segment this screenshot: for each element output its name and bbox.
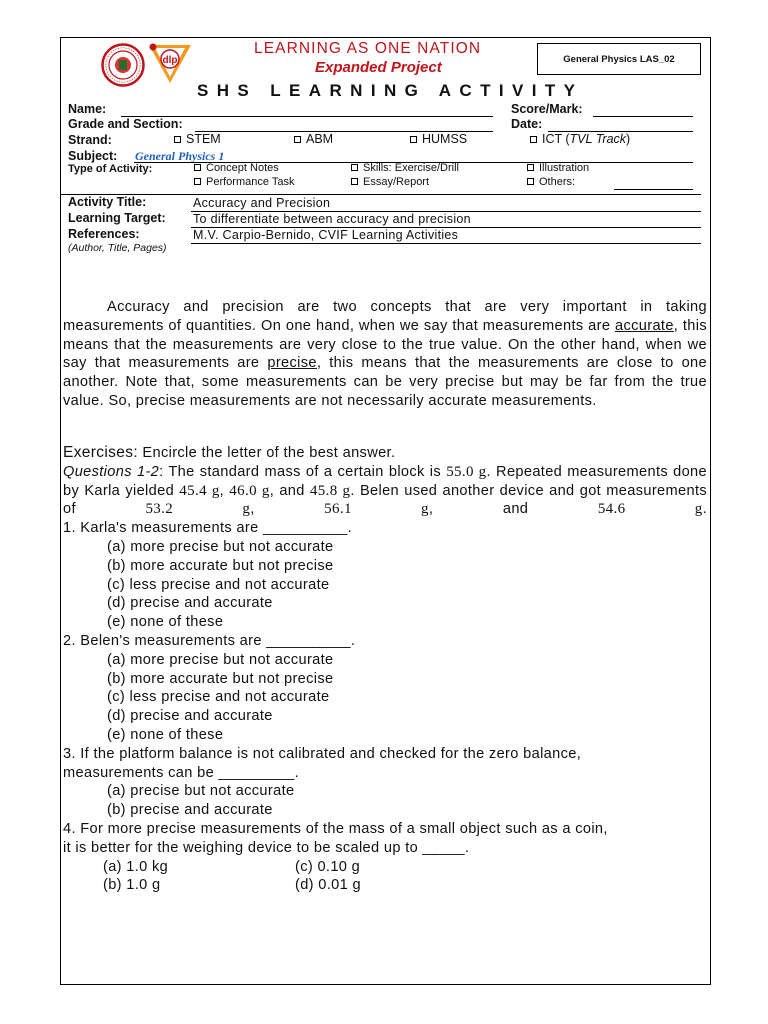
activity-code-box [537,43,701,75]
checkbox[interactable] [527,178,534,185]
strand-option-abm[interactable]: ABM [294,132,333,146]
type-option-essay[interactable]: Essay/Report [351,176,429,188]
subject-label: Subject: [68,149,118,163]
checkbox[interactable] [410,136,417,143]
q3-option-b[interactable]: (b) precise and accurate [107,802,273,819]
exercises-heading: Exercises: Encircle the letter of the best answer. [63,444,396,461]
activity-heading: SHS LEARNING ACTIVITY [197,81,584,100]
q4-option-b[interactable]: (b) 1.0 g [103,877,161,894]
checkbox[interactable] [527,164,534,171]
q2-option-a[interactable]: (a) more precise but not accurate [107,651,334,668]
checkbox[interactable] [174,136,181,143]
dlp-logo [147,41,193,85]
question-4-line-1: 4. For more precise measurements of the mass of a small object such as a coin, [63,820,608,837]
checkbox[interactable] [294,136,301,143]
q1-option-e[interactable]: (e) none of these [107,614,224,631]
question-3-line-2: measurements can be _________. [63,764,300,781]
question-3-line-1: 3. If the platform balance is not calibrated and checked for the zero balance, [63,745,582,762]
q2-option-c[interactable]: (c) less precise and not accurate [107,689,330,706]
date-label: Date: [511,117,543,131]
q1-option-a[interactable]: (a) more precise but not accurate [107,538,334,555]
q2-option-e[interactable]: (e) none of these [107,726,224,743]
activity-sheet [60,37,711,985]
strand-label: Strand: [68,133,112,147]
grade-label: Grade and Section: [68,117,183,131]
q4-options-row-2 [63,876,707,895]
strand-option-humss[interactable]: HUMSS [410,132,467,146]
type-option-illustration[interactable]: Illustration [527,162,589,174]
intro-paragraph: Accuracy and precision are two concepts that are very important in taking measurements of quantities. On one hand, when we say that measurements are accurate, this means that the measurements are very close to the true value. On the other hand, when we say that measurements are precise, this means that the measurements are close to one another. Note that, some measurements can be very precise but may be far from the true value. So, precise measurements are not necessarily accurate measurements. [63,299,707,409]
program-title: LEARNING AS ONE NATION [254,40,482,57]
school-seal-logo [101,43,145,87]
question-1: 1. Karla's measurements are __________. [63,520,353,537]
references-value: M.V. Carpio-Bernido, CVIF Learning Activities [193,228,459,242]
name-label: Name: [68,102,107,116]
type-option-performance[interactable]: Performance Task [194,176,294,188]
checkbox[interactable] [351,178,358,185]
q4-options-row-1 [63,858,707,877]
q4-option-c[interactable]: (c) 0.10 g [295,858,361,875]
q4-option-a[interactable]: (a) 1.0 kg [103,858,169,875]
checkbox[interactable] [194,164,201,171]
q3-option-a[interactable]: (a) precise but not accurate [107,783,295,800]
questions-intro: Questions 1-2: The standard mass of a certain block is 55.0 g. Repeated measurements done by Karla yielded 45.4 g, 46.0 g, and 45.8 g. Belen used another device and got measurements of 53.2 g, 56.1 g, and 54.6 g. [63,463,707,518]
others-line[interactable] [614,189,693,190]
question-2: 2. Belen's measurements are __________. [63,632,356,649]
score-line[interactable] [593,116,693,117]
checkbox[interactable] [351,164,358,171]
checkbox[interactable] [530,136,537,143]
program-subtitle: Expanded Project [315,59,442,76]
q1-option-b[interactable]: (b) more accurate but not precise [107,557,334,574]
learning-target-label: Learning Target: [68,211,166,225]
activity-code: General Physics LAS_02 [563,53,675,65]
references-line [191,243,701,244]
checkbox[interactable] [194,178,201,185]
svg-text:dlp: dlp [162,55,178,66]
score-label: Score/Mark: [511,102,583,116]
subject-value: General Physics 1 [135,149,225,163]
q1-option-c[interactable]: (c) less precise and not accurate [107,576,330,593]
references-label: References: [68,227,140,241]
activity-title-value: Accuracy and Precision [193,196,331,210]
question-4-line-2: it is better for the weighing device to be scaled up to _____. [63,839,470,856]
type-label: Type of Activity: [68,163,153,175]
section-divider [61,194,701,195]
q1-option-d[interactable]: (d) precise and accurate [107,595,273,612]
q2-option-b[interactable]: (b) more accurate but not precise [107,670,334,687]
learning-target-value: To differentiate between accuracy and precision [193,212,471,226]
activity-title-label: Activity Title: [68,195,147,209]
type-option-others[interactable]: Others: [527,176,575,188]
type-option-concept-notes[interactable]: Concept Notes [194,162,279,174]
references-note: (Author, Title, Pages) [68,242,167,254]
type-option-exercise[interactable]: Skills: Exercise/Drill [351,162,459,174]
accurate-term: accurate [615,317,674,334]
strand-option-ict[interactable]: ICT (TVL Track) [530,132,630,146]
strand-option-stem[interactable]: STEM [174,132,221,146]
q2-option-d[interactable]: (d) precise and accurate [107,708,273,725]
exercises-section [63,444,707,895]
q4-option-d[interactable]: (d) 0.01 g [295,877,361,894]
precise-term: precise [267,355,317,372]
